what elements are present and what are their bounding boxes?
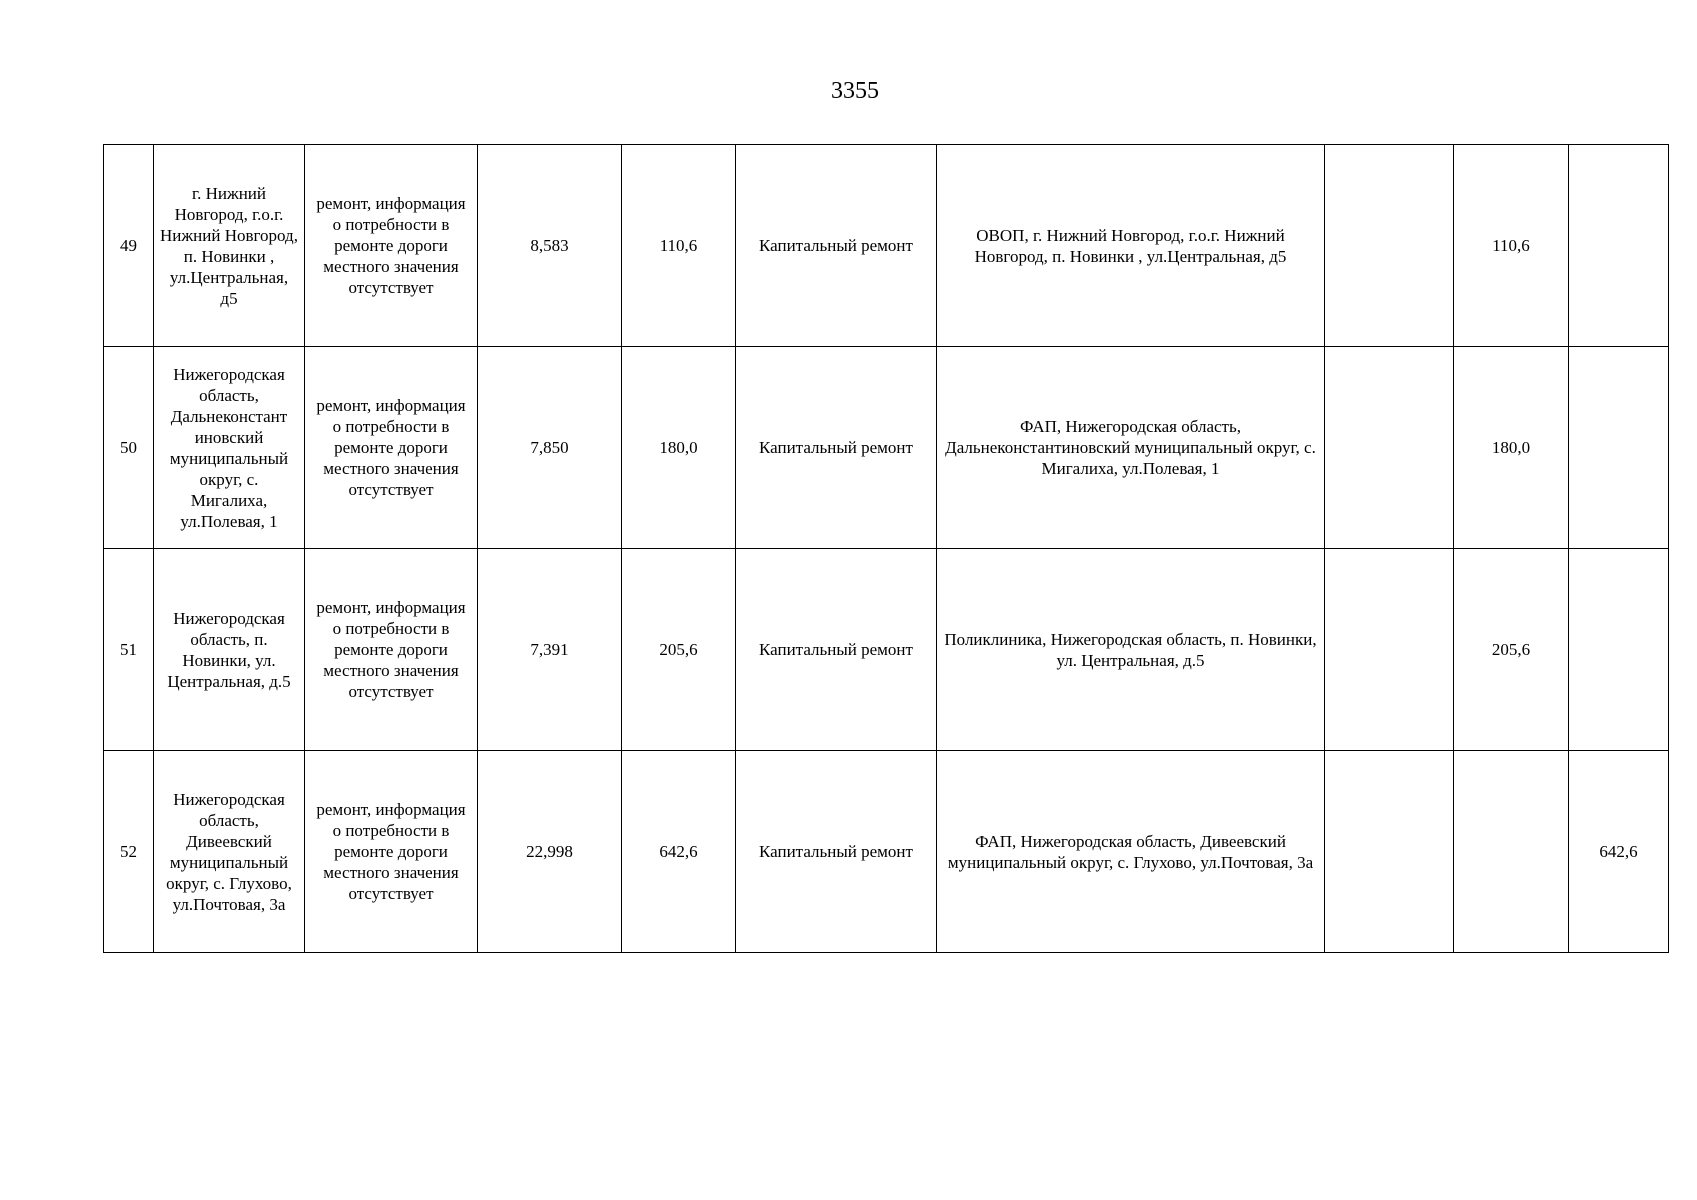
row-number-cell: 51	[104, 549, 154, 751]
object-cell: ФАП, Нижегородская область, Дивеевский муниципальный округ, с. Глухово, ул.Почтовая, 3а	[937, 751, 1325, 953]
value-a-cell: 7,391	[478, 549, 622, 751]
col10-cell	[1454, 751, 1569, 953]
address-cell: Нижегородская область, Дивеевский муниципальный округ, с. Глухово, ул.Почтовая, 3а	[154, 751, 305, 953]
work-type-cell: Капитальный ремонт	[736, 347, 937, 549]
col9-cell	[1325, 751, 1454, 953]
value-b-cell: 180,0	[622, 347, 736, 549]
col10-cell: 110,6	[1454, 145, 1569, 347]
row-number-cell: 49	[104, 145, 154, 347]
value-a-cell: 22,998	[478, 751, 622, 953]
work-type-cell: Капитальный ремонт	[736, 549, 937, 751]
object-cell: ОВОП, г. Нижний Новгород, г.о.г. Нижний Новгород, п. Новинки , ул.Центральная, д5	[937, 145, 1325, 347]
col11-cell	[1569, 347, 1669, 549]
col9-cell	[1325, 549, 1454, 751]
value-a-cell: 8,583	[478, 145, 622, 347]
facilities-table	[103, 144, 1669, 953]
address-cell: г. Нижний Новгород, г.о.г. Нижний Новгород, п. Новинки , ул.Центральная, д5	[154, 145, 305, 347]
value-b-cell: 110,6	[622, 145, 736, 347]
value-a-cell: 7,850	[478, 347, 622, 549]
col9-cell	[1325, 145, 1454, 347]
page-number: 3355	[831, 78, 879, 104]
row-number-cell: 50	[104, 347, 154, 549]
table-row	[104, 751, 1669, 953]
col10-cell: 180,0	[1454, 347, 1569, 549]
address-cell: Нижегородская область, п. Новинки, ул. Центральная, д.5	[154, 549, 305, 751]
road-info-cell: ремонт, информация о потребности в ремонте дороги местного значения отсутствует	[305, 549, 478, 751]
object-cell: ФАП, Нижегородская область, Дальнеконстантиновский муниципальный округ, с. Мигалиха, ул.Полевая, 1	[937, 347, 1325, 549]
road-info-cell: ремонт, информация о потребности в ремонте дороги местного значения отсутствует	[305, 347, 478, 549]
road-info-cell: ремонт, информация о потребности в ремонте дороги местного значения отсутствует	[305, 751, 478, 953]
col11-cell	[1569, 145, 1669, 347]
address-cell: Нижегородская область, Дальнеконстант иновский муниципальный округ, с. Мигалиха, ул.Полевая, 1	[154, 347, 305, 549]
road-info-cell: ремонт, информация о потребности в ремонте дороги местного значения отсутствует	[305, 145, 478, 347]
object-cell: Поликлиника, Нижегородская область, п. Новинки, ул. Центральная, д.5	[937, 549, 1325, 751]
col10-cell: 205,6	[1454, 549, 1569, 751]
table-row	[104, 145, 1669, 347]
work-type-cell: Капитальный ремонт	[736, 145, 937, 347]
table-row	[104, 347, 1669, 549]
col9-cell	[1325, 347, 1454, 549]
row-number-cell: 52	[104, 751, 154, 953]
work-type-cell: Капитальный ремонт	[736, 751, 937, 953]
value-b-cell: 205,6	[622, 549, 736, 751]
value-b-cell: 642,6	[622, 751, 736, 953]
col11-cell: 642,6	[1569, 751, 1669, 953]
col11-cell	[1569, 549, 1669, 751]
table-row	[104, 549, 1669, 751]
